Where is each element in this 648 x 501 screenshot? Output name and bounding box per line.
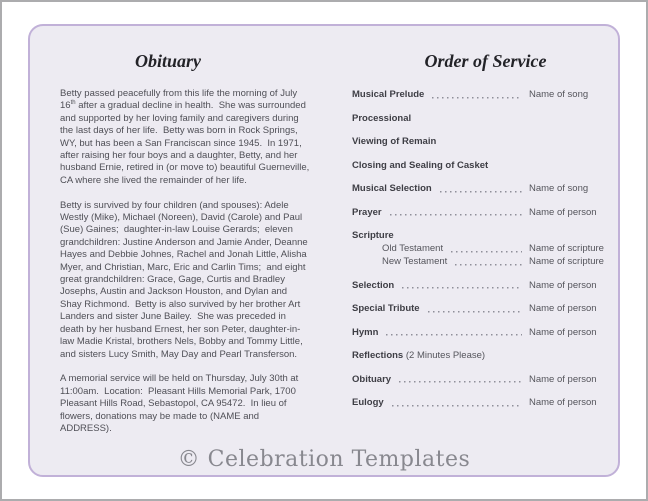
- service-item: [352, 206, 599, 219]
- service-item-value: Name of person: [529, 397, 597, 408]
- service-item: [352, 88, 599, 101]
- obituary-paragraph: [60, 200, 310, 361]
- service-item-value: Name of song: [529, 89, 589, 100]
- service-entry: [352, 279, 599, 292]
- order-of-service-section: [324, 26, 618, 475]
- obituary-title: Obituary: [134, 51, 201, 71]
- service-item-label: Scripture: [352, 230, 394, 241]
- dotted-leader: [390, 206, 522, 219]
- service-subitem: [352, 255, 604, 268]
- service-item: [352, 279, 599, 292]
- service-item-label: Selection: [352, 279, 395, 291]
- dotted-leader: [440, 182, 522, 195]
- service-item-label: Reflections: [352, 350, 404, 361]
- service-entry: [352, 229, 604, 268]
- service-entry: [352, 182, 599, 195]
- service-entry: [352, 302, 599, 315]
- service-item-value: Name of person: [529, 303, 597, 314]
- service-item-label: Prayer: [352, 206, 382, 218]
- paragraph-text: A memorial service will be held on Thursday, July 30th at 11:00am. Location: Pleasant Hills Memorial Park, 1700 Pleasant Hills Road, Sebastopol, CA 95472. In lieu of flowers, donations may be made to (NAME and ADDRESS).: [60, 373, 301, 434]
- service-item: [352, 229, 599, 242]
- paragraph-text: Betty is survived by four children (and spouses): Adele Westly (Mike), Michael (Noreen), David (Carole) and Paul (Sue) Gaines; daughter-in-law Louise Gerards; eleven grandchildren: Justine Anderson and Jamie Ander, Deanne Hayes and Debbie Johnes, Rachel and Jonah Little, Alisha Myer, and Christian, Marc, Eric and Carlin Tims; and eight great grandchildren: Grace, Gage, Curtis and Bradley Josephs, Austin and Jackson Houston, and Dylan and Shay Richmond. Betty is also survived by her brother Art Landers and sister June Bailey. She was preceded in death by her husband Ernest, her son Peter, daughter-in-law Madie Kristal, brothers Nels, Bobby and Tommy Little, and sisters Lucy Smith, May Day and Pearl Transferson.: [60, 199, 311, 360]
- service-entry: [352, 349, 599, 362]
- service-item-value: Name of scripture: [529, 243, 604, 254]
- obituary-paragraph: [60, 373, 310, 435]
- service-item-label: Musical Prelude: [352, 89, 425, 100]
- service-entry: [352, 112, 599, 125]
- dotted-leader: [451, 242, 522, 255]
- service-item-label: Viewing of Remain: [352, 136, 437, 147]
- obituary-text: [60, 88, 310, 435]
- service-item-label: New Testament: [382, 256, 448, 267]
- service-item-label: Closing and Sealing of Casket: [352, 159, 489, 171]
- dotted-leader: [455, 255, 522, 268]
- service-item: [352, 396, 599, 409]
- watermark: © Celebration Templates: [177, 447, 471, 472]
- service-item-value: Name of person: [529, 373, 597, 385]
- service-item: [352, 326, 599, 339]
- service-item-value: Name of person: [529, 279, 597, 291]
- service-item: [352, 112, 599, 125]
- service-subitem: [352, 242, 604, 255]
- program-panel: [28, 24, 620, 477]
- service-item-label: Special Tribute: [352, 303, 420, 314]
- dotted-leader: [432, 88, 522, 101]
- service-entry: [352, 206, 599, 219]
- service-item-value: Name of person: [529, 326, 597, 338]
- service-item-label: Processional: [352, 112, 412, 124]
- service-item-value: Name of song: [529, 183, 589, 194]
- dotted-leader: [402, 279, 522, 292]
- service-entry: [352, 135, 599, 148]
- service-item-value: Name of person: [529, 206, 597, 218]
- dotted-leader: [428, 302, 522, 315]
- service-item: [352, 373, 599, 386]
- dotted-leader: [386, 326, 522, 339]
- service-entry: [352, 159, 599, 172]
- dotted-leader: [399, 373, 522, 386]
- service-item: [352, 302, 599, 315]
- service-entry: [352, 326, 599, 339]
- order-of-service-title: Order of Service: [424, 51, 547, 71]
- service-item-note: (2 Minutes Please): [403, 350, 486, 361]
- dotted-leader: [392, 396, 522, 409]
- service-item: [352, 182, 599, 195]
- obituary-paragraph: [60, 88, 310, 187]
- paragraph-text: after a gradual decline in health. She was surrounded and supported by her loving family and caregivers during the last days of her life. Betty was born in Rock Springs, WY, but has been a San Franciscan since 1945. In 1971, after raising her four boys and a daughter, Betty, and her husband Ernie, retired in (or move to) beautiful Guerneville, CA where she lived the remainder of her life.: [60, 100, 312, 186]
- service-item-label: Eulogy: [352, 397, 384, 408]
- service-item-value: Name of scripture: [529, 256, 604, 267]
- service-entry: [352, 396, 599, 409]
- paragraph-text: Betty passed peacefully from this life the morning of July 16: [60, 88, 300, 112]
- service-entry: [352, 373, 599, 386]
- order-of-service-list: [352, 88, 604, 409]
- service-item-label: Musical Selection: [352, 183, 432, 194]
- service-entry: [352, 88, 599, 101]
- service-item-label: Hymn: [352, 326, 379, 338]
- service-item-label: Obituary: [352, 373, 392, 385]
- superscript-text: th: [70, 100, 76, 107]
- service-item: [352, 159, 599, 172]
- service-item: [352, 135, 599, 148]
- service-item-label: Old Testament: [382, 243, 444, 254]
- service-item: [352, 349, 599, 362]
- obituary-section: [30, 26, 324, 475]
